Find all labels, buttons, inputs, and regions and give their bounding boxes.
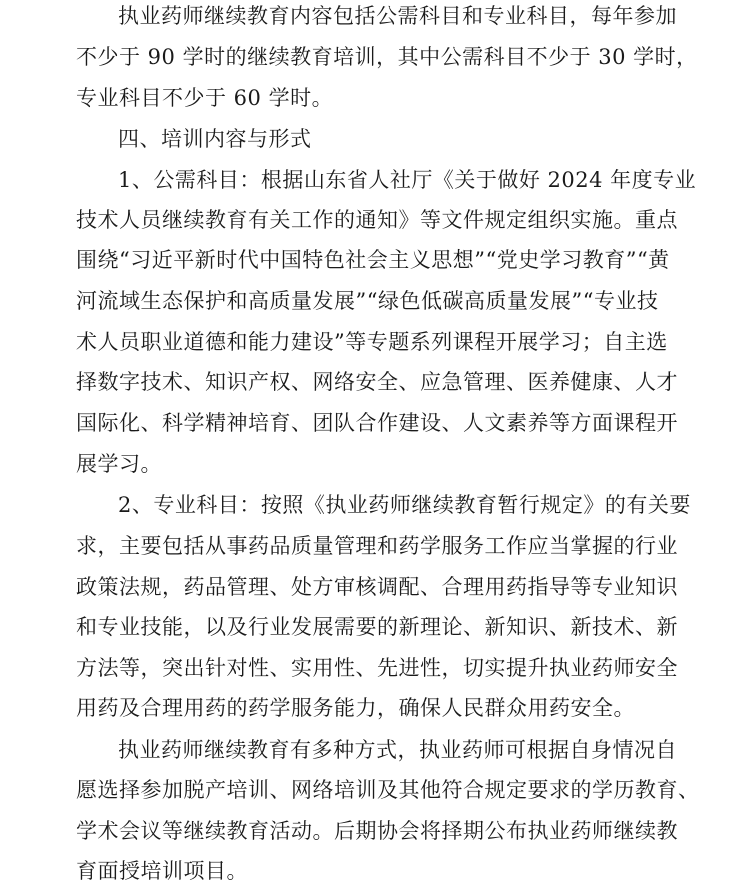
intro-line-1: 执业药师继续教育内容包括公需科目和专业科目，每年参加 <box>118 4 677 28</box>
closing-line-2: 愿选择参加脱产培训、网络培训及其他符合规定要求的学历教育、 <box>76 778 700 802</box>
item1-line-8: 展学习。 <box>76 452 162 476</box>
closing-line-3: 学术会议等继续教育活动。后期协会将择期公布执业药师继续教 <box>76 819 678 843</box>
item2-line-5: 方法等，突出针对性、实用性、先进性，切实提升执业药师安全 <box>76 656 678 680</box>
item1-line-4: 河流域生态保护和高质量发展”“绿色低碳高质量发展”“专业技 <box>76 289 659 313</box>
item2-line-1: 2、专业科目：按照《执业药师继续教育暂行规定》的有关要 <box>118 493 691 517</box>
item2-line-4: 和专业技能，以及行业发展需要的新理论、新知识、新技术、新 <box>76 615 678 639</box>
item1-line-3: 围绕“习近平新时代中国特色社会主义思想”“党史学习教育”“黄 <box>76 248 670 272</box>
intro-line-2: 不少于 90 学时的继续教育培训，其中公需科目不少于 30 学时， <box>76 45 698 69</box>
item1-line-7: 国际化、科学精神培育、团队合作建设、人文素养等方面课程开 <box>76 411 678 435</box>
item2-line-6: 用药及合理用药的药学服务能力，确保人民群众用药安全。 <box>76 696 635 720</box>
closing-line-4: 育面授培训项目。 <box>76 859 248 883</box>
intro-line-3: 专业科目不少于 60 学时。 <box>76 86 334 110</box>
item2-line-3: 政策法规，药品管理、处方审核调配、合理用药指导等专业知识 <box>76 575 678 599</box>
item1-line-6: 择数字技术、知识产权、网络安全、应急管理、医养健康、人才 <box>76 370 678 394</box>
item1-line-2: 技术人员继续教育有关工作的通知》等文件规定组织实施。重点 <box>76 208 678 232</box>
item1-line-1: 1、公需科目：根据山东省人社厅《关于做好 2024 年度专业 <box>118 168 697 192</box>
item1-line-5: 术人员职业道德和能力建设”等专题系列课程开展学习；自主选 <box>76 330 668 354</box>
closing-line-1: 执业药师继续教育有多种方式，执业药师可根据自身情况自 <box>118 738 677 762</box>
section-heading: 四、培训内容与形式 <box>118 127 312 151</box>
item2-line-2: 求，主要包括从事药品质量管理和药学服务工作应当掌握的行业 <box>76 534 678 558</box>
